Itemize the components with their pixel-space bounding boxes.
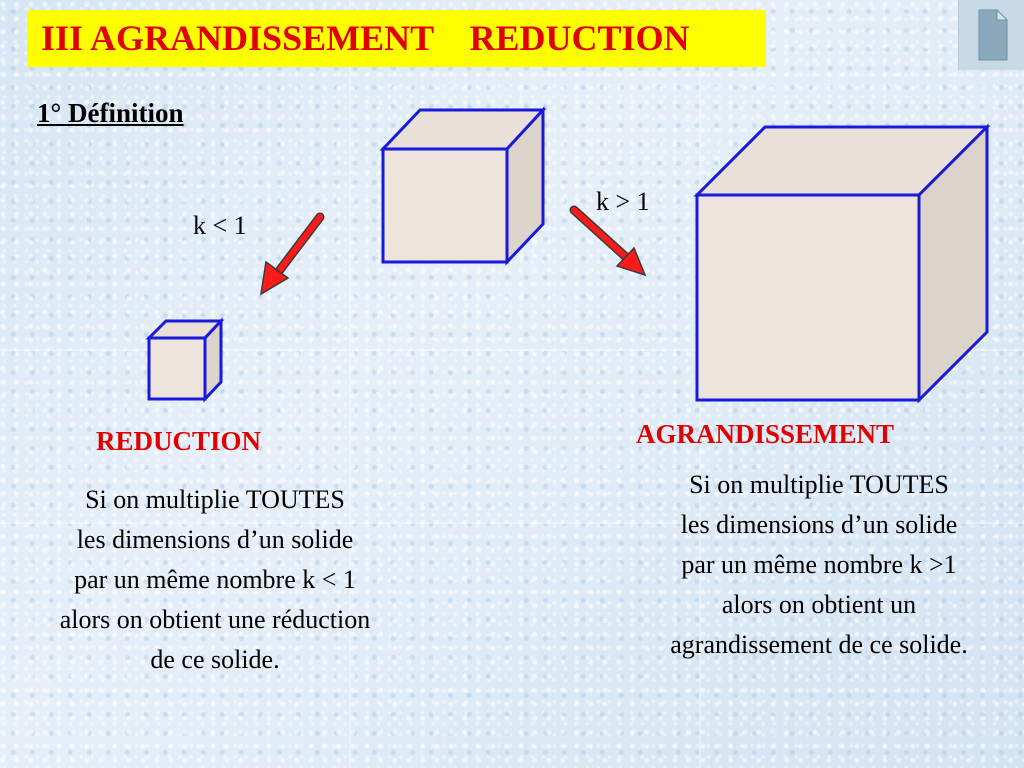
- agrandissement-line: alors on obtient un: [721, 590, 917, 619]
- enlarged-cube: [697, 127, 987, 400]
- arrow-reduction: [261, 217, 320, 294]
- reduction-line: Si on multiplie TOUTES: [85, 485, 345, 514]
- reduction-line: les dimensions d’un solide: [76, 525, 354, 554]
- reduction-definition: [0, 480, 430, 680]
- reduction-heading: REDUCTION: [96, 426, 262, 456]
- agrandissement-line: agrandissement de ce solide.: [670, 630, 968, 659]
- title-part-agrandissement: III AGRANDISSEMENT: [41, 18, 434, 58]
- agrandissement-line: Si on multiplie TOUTES: [689, 470, 949, 499]
- k-greater-label: k > 1: [596, 187, 650, 216]
- original-cube: [383, 110, 543, 262]
- agrandissement-heading: AGRANDISSEMENT: [636, 419, 895, 449]
- title-part-reduction: REDUCTION: [469, 18, 690, 58]
- reduced-cube: [149, 321, 221, 399]
- reduction-line: par un même nombre k < 1: [74, 565, 356, 594]
- agrandissement-definition: [614, 465, 1024, 665]
- reduction-line: de ce solide.: [150, 645, 280, 674]
- k-less-label: k < 1: [193, 211, 247, 240]
- agrandissement-line: par un même nombre k >1: [681, 550, 957, 579]
- arrow-agrandissement: [574, 210, 645, 275]
- agrandissement-line: les dimensions d’un solide: [680, 510, 958, 539]
- reduction-line: alors on obtient une réduction: [59, 605, 371, 634]
- section-heading: 1° Définition: [37, 98, 184, 128]
